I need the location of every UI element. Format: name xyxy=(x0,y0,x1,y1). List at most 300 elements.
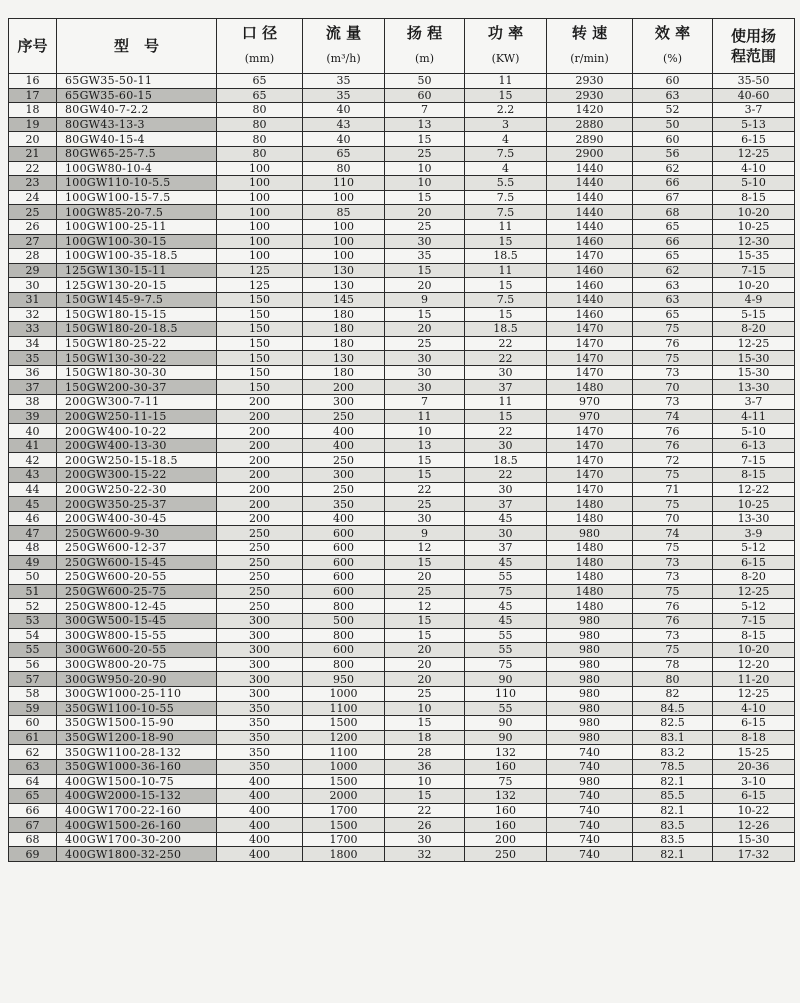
cell-head: 9 xyxy=(385,526,465,541)
cell-speed: 2880 xyxy=(547,117,633,132)
cell-flow: 1000 xyxy=(303,686,385,701)
cell-flow: 950 xyxy=(303,672,385,687)
cell-power: 15 xyxy=(465,88,547,103)
cell-diameter: 100 xyxy=(217,190,303,205)
cell-efficiency: 56 xyxy=(633,146,713,161)
cell-speed: 970 xyxy=(547,395,633,410)
table-row xyxy=(9,730,795,745)
cell-flow: 180 xyxy=(303,307,385,322)
header-power: 功 率 (KW) xyxy=(465,19,547,74)
cell-model: 80GW65-25-7.5 xyxy=(57,146,217,161)
cell-head: 25 xyxy=(385,219,465,234)
cell-head: 10 xyxy=(385,424,465,439)
cell-model: 200GW250-22-30 xyxy=(57,482,217,497)
cell-head: 22 xyxy=(385,803,465,818)
cell-power: 37 xyxy=(465,497,547,512)
cell-diameter: 250 xyxy=(217,541,303,556)
cell-speed: 1460 xyxy=(547,263,633,278)
cell-efficiency: 76 xyxy=(633,438,713,453)
cell-no: 47 xyxy=(9,526,57,541)
cell-speed: 740 xyxy=(547,832,633,847)
cell-head: 13 xyxy=(385,117,465,132)
cell-efficiency: 75 xyxy=(633,643,713,658)
cell-efficiency: 65 xyxy=(633,307,713,322)
cell-no: 18 xyxy=(9,103,57,118)
cell-efficiency: 82 xyxy=(633,686,713,701)
cell-model: 400GW1500-10-75 xyxy=(57,774,217,789)
cell-no: 30 xyxy=(9,278,57,293)
cell-head-range: 6-15 xyxy=(713,132,795,147)
cell-flow: 100 xyxy=(303,234,385,249)
cell-speed: 1480 xyxy=(547,541,633,556)
cell-diameter: 350 xyxy=(217,716,303,731)
cell-head: 30 xyxy=(385,380,465,395)
cell-flow: 600 xyxy=(303,526,385,541)
cell-diameter: 300 xyxy=(217,686,303,701)
cell-flow: 300 xyxy=(303,468,385,483)
table-row xyxy=(9,380,795,395)
table-row xyxy=(9,117,795,132)
header-head-range: 使用扬 程范围 xyxy=(713,19,795,74)
cell-flow: 65 xyxy=(303,146,385,161)
cell-model: 100GW100-25-11 xyxy=(57,219,217,234)
cell-flow: 100 xyxy=(303,190,385,205)
cell-efficiency: 74 xyxy=(633,409,713,424)
cell-flow: 1800 xyxy=(303,847,385,862)
header-efficiency: 效 率 (%) xyxy=(633,19,713,74)
cell-no: 40 xyxy=(9,424,57,439)
cell-diameter: 80 xyxy=(217,117,303,132)
cell-flow: 100 xyxy=(303,219,385,234)
cell-speed: 1440 xyxy=(547,205,633,220)
cell-head: 20 xyxy=(385,278,465,293)
cell-head: 25 xyxy=(385,497,465,512)
cell-speed: 980 xyxy=(547,774,633,789)
cell-power: 90 xyxy=(465,716,547,731)
cell-efficiency: 70 xyxy=(633,511,713,526)
cell-flow: 145 xyxy=(303,292,385,307)
table-row xyxy=(9,365,795,380)
cell-power: 11 xyxy=(465,395,547,410)
cell-diameter: 350 xyxy=(217,701,303,716)
cell-flow: 600 xyxy=(303,643,385,658)
cell-speed: 1470 xyxy=(547,351,633,366)
cell-diameter: 100 xyxy=(217,176,303,191)
cell-diameter: 150 xyxy=(217,351,303,366)
cell-efficiency: 75 xyxy=(633,497,713,512)
cell-power: 18.5 xyxy=(465,249,547,264)
cell-flow: 1000 xyxy=(303,759,385,774)
cell-flow: 130 xyxy=(303,278,385,293)
cell-flow: 400 xyxy=(303,511,385,526)
cell-no: 63 xyxy=(9,759,57,774)
cell-efficiency: 67 xyxy=(633,190,713,205)
cell-head: 10 xyxy=(385,701,465,716)
cell-model: 150GW180-25-22 xyxy=(57,336,217,351)
cell-efficiency: 50 xyxy=(633,117,713,132)
cell-model: 300GW800-20-75 xyxy=(57,657,217,672)
cell-no: 54 xyxy=(9,628,57,643)
cell-no: 42 xyxy=(9,453,57,468)
cell-head-range: 8-18 xyxy=(713,730,795,745)
cell-diameter: 300 xyxy=(217,613,303,628)
cell-speed: 980 xyxy=(547,672,633,687)
cell-diameter: 100 xyxy=(217,219,303,234)
cell-power: 45 xyxy=(465,555,547,570)
cell-head: 30 xyxy=(385,351,465,366)
cell-head: 60 xyxy=(385,88,465,103)
cell-head: 15 xyxy=(385,628,465,643)
cell-speed: 1440 xyxy=(547,176,633,191)
table-row xyxy=(9,789,795,804)
cell-head-range: 10-25 xyxy=(713,219,795,234)
cell-model: 100GW85-20-7.5 xyxy=(57,205,217,220)
cell-speed: 1460 xyxy=(547,278,633,293)
cell-speed: 1480 xyxy=(547,511,633,526)
cell-flow: 600 xyxy=(303,555,385,570)
cell-efficiency: 75 xyxy=(633,541,713,556)
cell-model: 250GW600-25-75 xyxy=(57,584,217,599)
table-row xyxy=(9,686,795,701)
cell-model: 150GW145-9-7.5 xyxy=(57,292,217,307)
cell-speed: 1440 xyxy=(547,292,633,307)
table-row xyxy=(9,409,795,424)
header-model: 型 号 xyxy=(57,19,217,74)
cell-diameter: 350 xyxy=(217,759,303,774)
cell-head-range: 15-30 xyxy=(713,832,795,847)
cell-diameter: 250 xyxy=(217,599,303,614)
cell-diameter: 300 xyxy=(217,672,303,687)
cell-head-range: 17-32 xyxy=(713,847,795,862)
cell-power: 22 xyxy=(465,351,547,366)
cell-speed: 980 xyxy=(547,701,633,716)
table-row xyxy=(9,745,795,760)
cell-head-range: 40-60 xyxy=(713,88,795,103)
cell-speed: 1470 xyxy=(547,438,633,453)
cell-head-range: 6-15 xyxy=(713,716,795,731)
cell-head-range: 5-13 xyxy=(713,117,795,132)
cell-speed: 980 xyxy=(547,730,633,745)
cell-model: 65GW35-50-11 xyxy=(57,74,217,89)
cell-head-range: 3-7 xyxy=(713,395,795,410)
cell-efficiency: 63 xyxy=(633,292,713,307)
cell-efficiency: 78.5 xyxy=(633,759,713,774)
cell-no: 39 xyxy=(9,409,57,424)
cell-power: 75 xyxy=(465,774,547,789)
cell-no: 57 xyxy=(9,672,57,687)
cell-efficiency: 75 xyxy=(633,322,713,337)
table-row xyxy=(9,453,795,468)
cell-head: 36 xyxy=(385,759,465,774)
cell-diameter: 100 xyxy=(217,205,303,220)
table-row xyxy=(9,176,795,191)
cell-flow: 130 xyxy=(303,263,385,278)
cell-head: 18 xyxy=(385,730,465,745)
cell-head: 50 xyxy=(385,74,465,89)
table-row xyxy=(9,307,795,322)
cell-head: 26 xyxy=(385,818,465,833)
cell-efficiency: 74 xyxy=(633,526,713,541)
table-row xyxy=(9,511,795,526)
table-row xyxy=(9,716,795,731)
cell-head: 25 xyxy=(385,336,465,351)
cell-no: 19 xyxy=(9,117,57,132)
cell-flow: 400 xyxy=(303,424,385,439)
cell-head: 15 xyxy=(385,789,465,804)
cell-efficiency: 68 xyxy=(633,205,713,220)
cell-no: 52 xyxy=(9,599,57,614)
cell-flow: 100 xyxy=(303,249,385,264)
cell-speed: 980 xyxy=(547,716,633,731)
cell-efficiency: 73 xyxy=(633,395,713,410)
cell-power: 11 xyxy=(465,219,547,234)
cell-no: 49 xyxy=(9,555,57,570)
cell-model: 350GW1500-15-90 xyxy=(57,716,217,731)
cell-diameter: 150 xyxy=(217,380,303,395)
cell-model: 400GW2000-15-132 xyxy=(57,789,217,804)
cell-efficiency: 73 xyxy=(633,365,713,380)
cell-diameter: 350 xyxy=(217,745,303,760)
cell-flow: 1500 xyxy=(303,716,385,731)
cell-power: 45 xyxy=(465,511,547,526)
cell-head: 30 xyxy=(385,511,465,526)
cell-flow: 1100 xyxy=(303,745,385,760)
cell-head: 12 xyxy=(385,541,465,556)
cell-speed: 2930 xyxy=(547,88,633,103)
cell-power: 90 xyxy=(465,672,547,687)
cell-power: 160 xyxy=(465,818,547,833)
cell-head-range: 8-15 xyxy=(713,190,795,205)
cell-efficiency: 82.5 xyxy=(633,716,713,731)
cell-no: 53 xyxy=(9,613,57,628)
cell-flow: 800 xyxy=(303,599,385,614)
cell-power: 45 xyxy=(465,613,547,628)
cell-no: 25 xyxy=(9,205,57,220)
cell-no: 32 xyxy=(9,307,57,322)
cell-head: 22 xyxy=(385,482,465,497)
cell-head-range: 6-15 xyxy=(713,789,795,804)
cell-power: 55 xyxy=(465,628,547,643)
cell-efficiency: 60 xyxy=(633,132,713,147)
cell-diameter: 400 xyxy=(217,774,303,789)
cell-head: 15 xyxy=(385,555,465,570)
cell-power: 55 xyxy=(465,570,547,585)
table-row xyxy=(9,643,795,658)
cell-model: 350GW1100-28-132 xyxy=(57,745,217,760)
cell-head-range: 5-12 xyxy=(713,541,795,556)
cell-head: 13 xyxy=(385,438,465,453)
cell-flow: 1200 xyxy=(303,730,385,745)
cell-head: 25 xyxy=(385,686,465,701)
cell-speed: 980 xyxy=(547,643,633,658)
cell-model: 250GW600-20-55 xyxy=(57,570,217,585)
table-row xyxy=(9,526,795,541)
cell-model: 250GW800-12-45 xyxy=(57,599,217,614)
cell-head: 7 xyxy=(385,395,465,410)
cell-flow: 600 xyxy=(303,541,385,556)
table-row xyxy=(9,234,795,249)
cell-speed: 980 xyxy=(547,628,633,643)
cell-head-range: 5-10 xyxy=(713,176,795,191)
cell-head-range: 10-20 xyxy=(713,278,795,293)
cell-diameter: 150 xyxy=(217,307,303,322)
cell-no: 48 xyxy=(9,541,57,556)
cell-diameter: 65 xyxy=(217,74,303,89)
cell-flow: 180 xyxy=(303,322,385,337)
cell-diameter: 125 xyxy=(217,263,303,278)
cell-diameter: 65 xyxy=(217,88,303,103)
cell-model: 200GW400-30-45 xyxy=(57,511,217,526)
cell-no: 31 xyxy=(9,292,57,307)
cell-model: 125GW130-15-11 xyxy=(57,263,217,278)
cell-head-range: 12-22 xyxy=(713,482,795,497)
cell-head-range: 12-30 xyxy=(713,234,795,249)
cell-efficiency: 65 xyxy=(633,249,713,264)
table-row xyxy=(9,468,795,483)
cell-diameter: 200 xyxy=(217,497,303,512)
cell-efficiency: 82.1 xyxy=(633,803,713,818)
cell-no: 38 xyxy=(9,395,57,410)
cell-flow: 180 xyxy=(303,365,385,380)
cell-flow: 110 xyxy=(303,176,385,191)
cell-diameter: 80 xyxy=(217,103,303,118)
cell-flow: 800 xyxy=(303,657,385,672)
cell-head-range: 10-20 xyxy=(713,643,795,658)
cell-no: 22 xyxy=(9,161,57,176)
cell-head-range: 10-22 xyxy=(713,803,795,818)
cell-efficiency: 62 xyxy=(633,263,713,278)
cell-flow: 1500 xyxy=(303,774,385,789)
cell-flow: 300 xyxy=(303,395,385,410)
cell-no: 37 xyxy=(9,380,57,395)
cell-flow: 250 xyxy=(303,482,385,497)
cell-diameter: 300 xyxy=(217,628,303,643)
cell-head-range: 3-7 xyxy=(713,103,795,118)
table-row xyxy=(9,132,795,147)
cell-power: 75 xyxy=(465,657,547,672)
cell-model: 65GW35-60-15 xyxy=(57,88,217,103)
cell-no: 60 xyxy=(9,716,57,731)
cell-model: 80GW43-13-3 xyxy=(57,117,217,132)
cell-head-range: 3-10 xyxy=(713,774,795,789)
cell-power: 5.5 xyxy=(465,176,547,191)
cell-no: 68 xyxy=(9,832,57,847)
cell-model: 80GW40-7-2.2 xyxy=(57,103,217,118)
cell-power: 22 xyxy=(465,336,547,351)
cell-head: 30 xyxy=(385,234,465,249)
cell-no: 26 xyxy=(9,219,57,234)
cell-power: 90 xyxy=(465,730,547,745)
cell-flow: 400 xyxy=(303,438,385,453)
cell-power: 200 xyxy=(465,832,547,847)
cell-no: 64 xyxy=(9,774,57,789)
cell-model: 400GW1700-30-200 xyxy=(57,832,217,847)
cell-speed: 1460 xyxy=(547,307,633,322)
table-row xyxy=(9,759,795,774)
cell-head: 20 xyxy=(385,643,465,658)
cell-model: 300GW500-15-45 xyxy=(57,613,217,628)
cell-head: 11 xyxy=(385,409,465,424)
cell-flow: 1700 xyxy=(303,832,385,847)
cell-head: 20 xyxy=(385,657,465,672)
pump-spec-table xyxy=(8,18,795,862)
cell-flow: 2000 xyxy=(303,789,385,804)
table-row xyxy=(9,249,795,264)
cell-efficiency: 75 xyxy=(633,351,713,366)
cell-power: 4 xyxy=(465,132,547,147)
cell-flow: 1700 xyxy=(303,803,385,818)
cell-efficiency: 76 xyxy=(633,599,713,614)
cell-head-range: 6-15 xyxy=(713,555,795,570)
cell-no: 21 xyxy=(9,146,57,161)
cell-speed: 740 xyxy=(547,847,633,862)
cell-no: 59 xyxy=(9,701,57,716)
header-flow: 流 量 (m³/h) xyxy=(303,19,385,74)
cell-head-range: 8-20 xyxy=(713,322,795,337)
cell-model: 100GW100-35-18.5 xyxy=(57,249,217,264)
table-row xyxy=(9,672,795,687)
table-row xyxy=(9,847,795,862)
cell-head-range: 20-36 xyxy=(713,759,795,774)
table-row xyxy=(9,322,795,337)
table-row xyxy=(9,146,795,161)
cell-head: 15 xyxy=(385,716,465,731)
cell-head-range: 15-25 xyxy=(713,745,795,760)
cell-head: 35 xyxy=(385,249,465,264)
cell-power: 22 xyxy=(465,468,547,483)
cell-model: 125GW130-20-15 xyxy=(57,278,217,293)
cell-no: 35 xyxy=(9,351,57,366)
table-row xyxy=(9,570,795,585)
cell-diameter: 125 xyxy=(217,278,303,293)
cell-head-range: 13-30 xyxy=(713,380,795,395)
cell-speed: 970 xyxy=(547,409,633,424)
cell-diameter: 80 xyxy=(217,146,303,161)
cell-head: 20 xyxy=(385,205,465,220)
cell-model: 200GW250-11-15 xyxy=(57,409,217,424)
cell-diameter: 100 xyxy=(217,249,303,264)
cell-power: 30 xyxy=(465,526,547,541)
cell-speed: 2930 xyxy=(547,74,633,89)
cell-efficiency: 83.1 xyxy=(633,730,713,745)
cell-flow: 800 xyxy=(303,628,385,643)
cell-head: 32 xyxy=(385,847,465,862)
cell-diameter: 200 xyxy=(217,511,303,526)
header-row xyxy=(9,19,795,74)
cell-power: 37 xyxy=(465,380,547,395)
cell-speed: 1470 xyxy=(547,322,633,337)
cell-head: 28 xyxy=(385,745,465,760)
cell-diameter: 200 xyxy=(217,424,303,439)
cell-head-range: 4-10 xyxy=(713,161,795,176)
cell-diameter: 400 xyxy=(217,818,303,833)
table-row xyxy=(9,657,795,672)
cell-diameter: 200 xyxy=(217,482,303,497)
cell-speed: 1470 xyxy=(547,453,633,468)
table-row xyxy=(9,424,795,439)
cell-head-range: 5-10 xyxy=(713,424,795,439)
cell-power: 15 xyxy=(465,278,547,293)
cell-power: 160 xyxy=(465,803,547,818)
cell-head: 20 xyxy=(385,322,465,337)
cell-head: 30 xyxy=(385,365,465,380)
cell-head-range: 12-20 xyxy=(713,657,795,672)
cell-speed: 1470 xyxy=(547,468,633,483)
cell-model: 400GW1500-26-160 xyxy=(57,818,217,833)
cell-head: 7 xyxy=(385,103,465,118)
cell-head-range: 5-12 xyxy=(713,599,795,614)
cell-diameter: 400 xyxy=(217,847,303,862)
